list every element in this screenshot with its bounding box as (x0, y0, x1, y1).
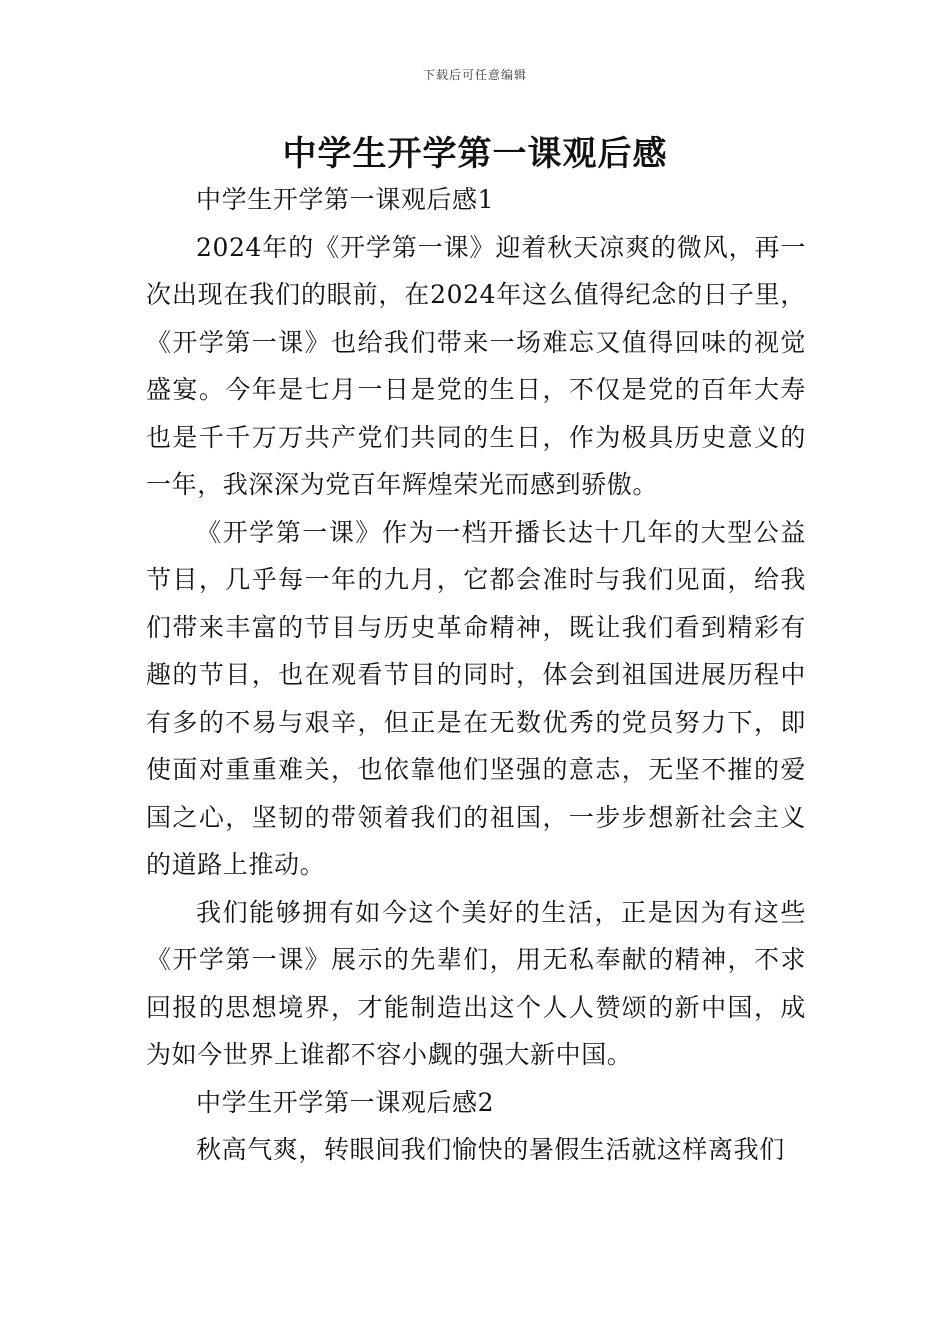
paragraph: 我们能够拥有如今这个美好的生活，正是因为有这些《开学第一课》展示的先辈们，用无私奉献的精神，不求回报的思想境界，才能制造出这个人人赞颂的新中国，成为如今世界上谁都不容小觑的强大新中国。 (146, 897, 806, 1069)
document-body (146, 176, 806, 1174)
section-heading-1: 中学生开学第一课观后感1 (196, 185, 495, 214)
paragraph: 2024年的《开学第一课》迎着秋天凉爽的微风，再一次出现在我们的眼前，在2024年这么值得纪念的日子里，《开学第一课》也给我们带来一场难忘又值得回味的视觉盛宴。今年是七月一日是党的生日，不仅是党的百年大寿也是千千万万共产党们共同的生日，作为极具历史意义的一年，我深深为党百年辉煌荣光而感到骄傲。 (146, 232, 806, 499)
paragraph: 《开学第一课》作为一档开播长达十几年的大型公益节目，几乎每一年的九月，它都会准时与我们见面，给我们带来丰富的节目与历史革命精神，既让我们看到精彩有趣的节目，也在观看节目的同时，体会到祖国进展历程中有多的不易与艰辛，但正是在无数优秀的党员努力下，即使面对重重难关，也依靠他们坚强的意志，无坚不摧的爱国之心，坚韧的带领着我们的祖国，一步步想新社会主义的道路上推动。 (146, 517, 806, 879)
document-title: 中学生开学第一课观后感 (282, 134, 668, 174)
paragraph: 秋高气爽，转眼间我们愉快的暑假生活就这样离我们 (196, 1135, 785, 1164)
header-note: 下载后可任意编辑 (422, 68, 527, 82)
section-heading-2: 中学生开学第一课观后感2 (196, 1087, 495, 1117)
